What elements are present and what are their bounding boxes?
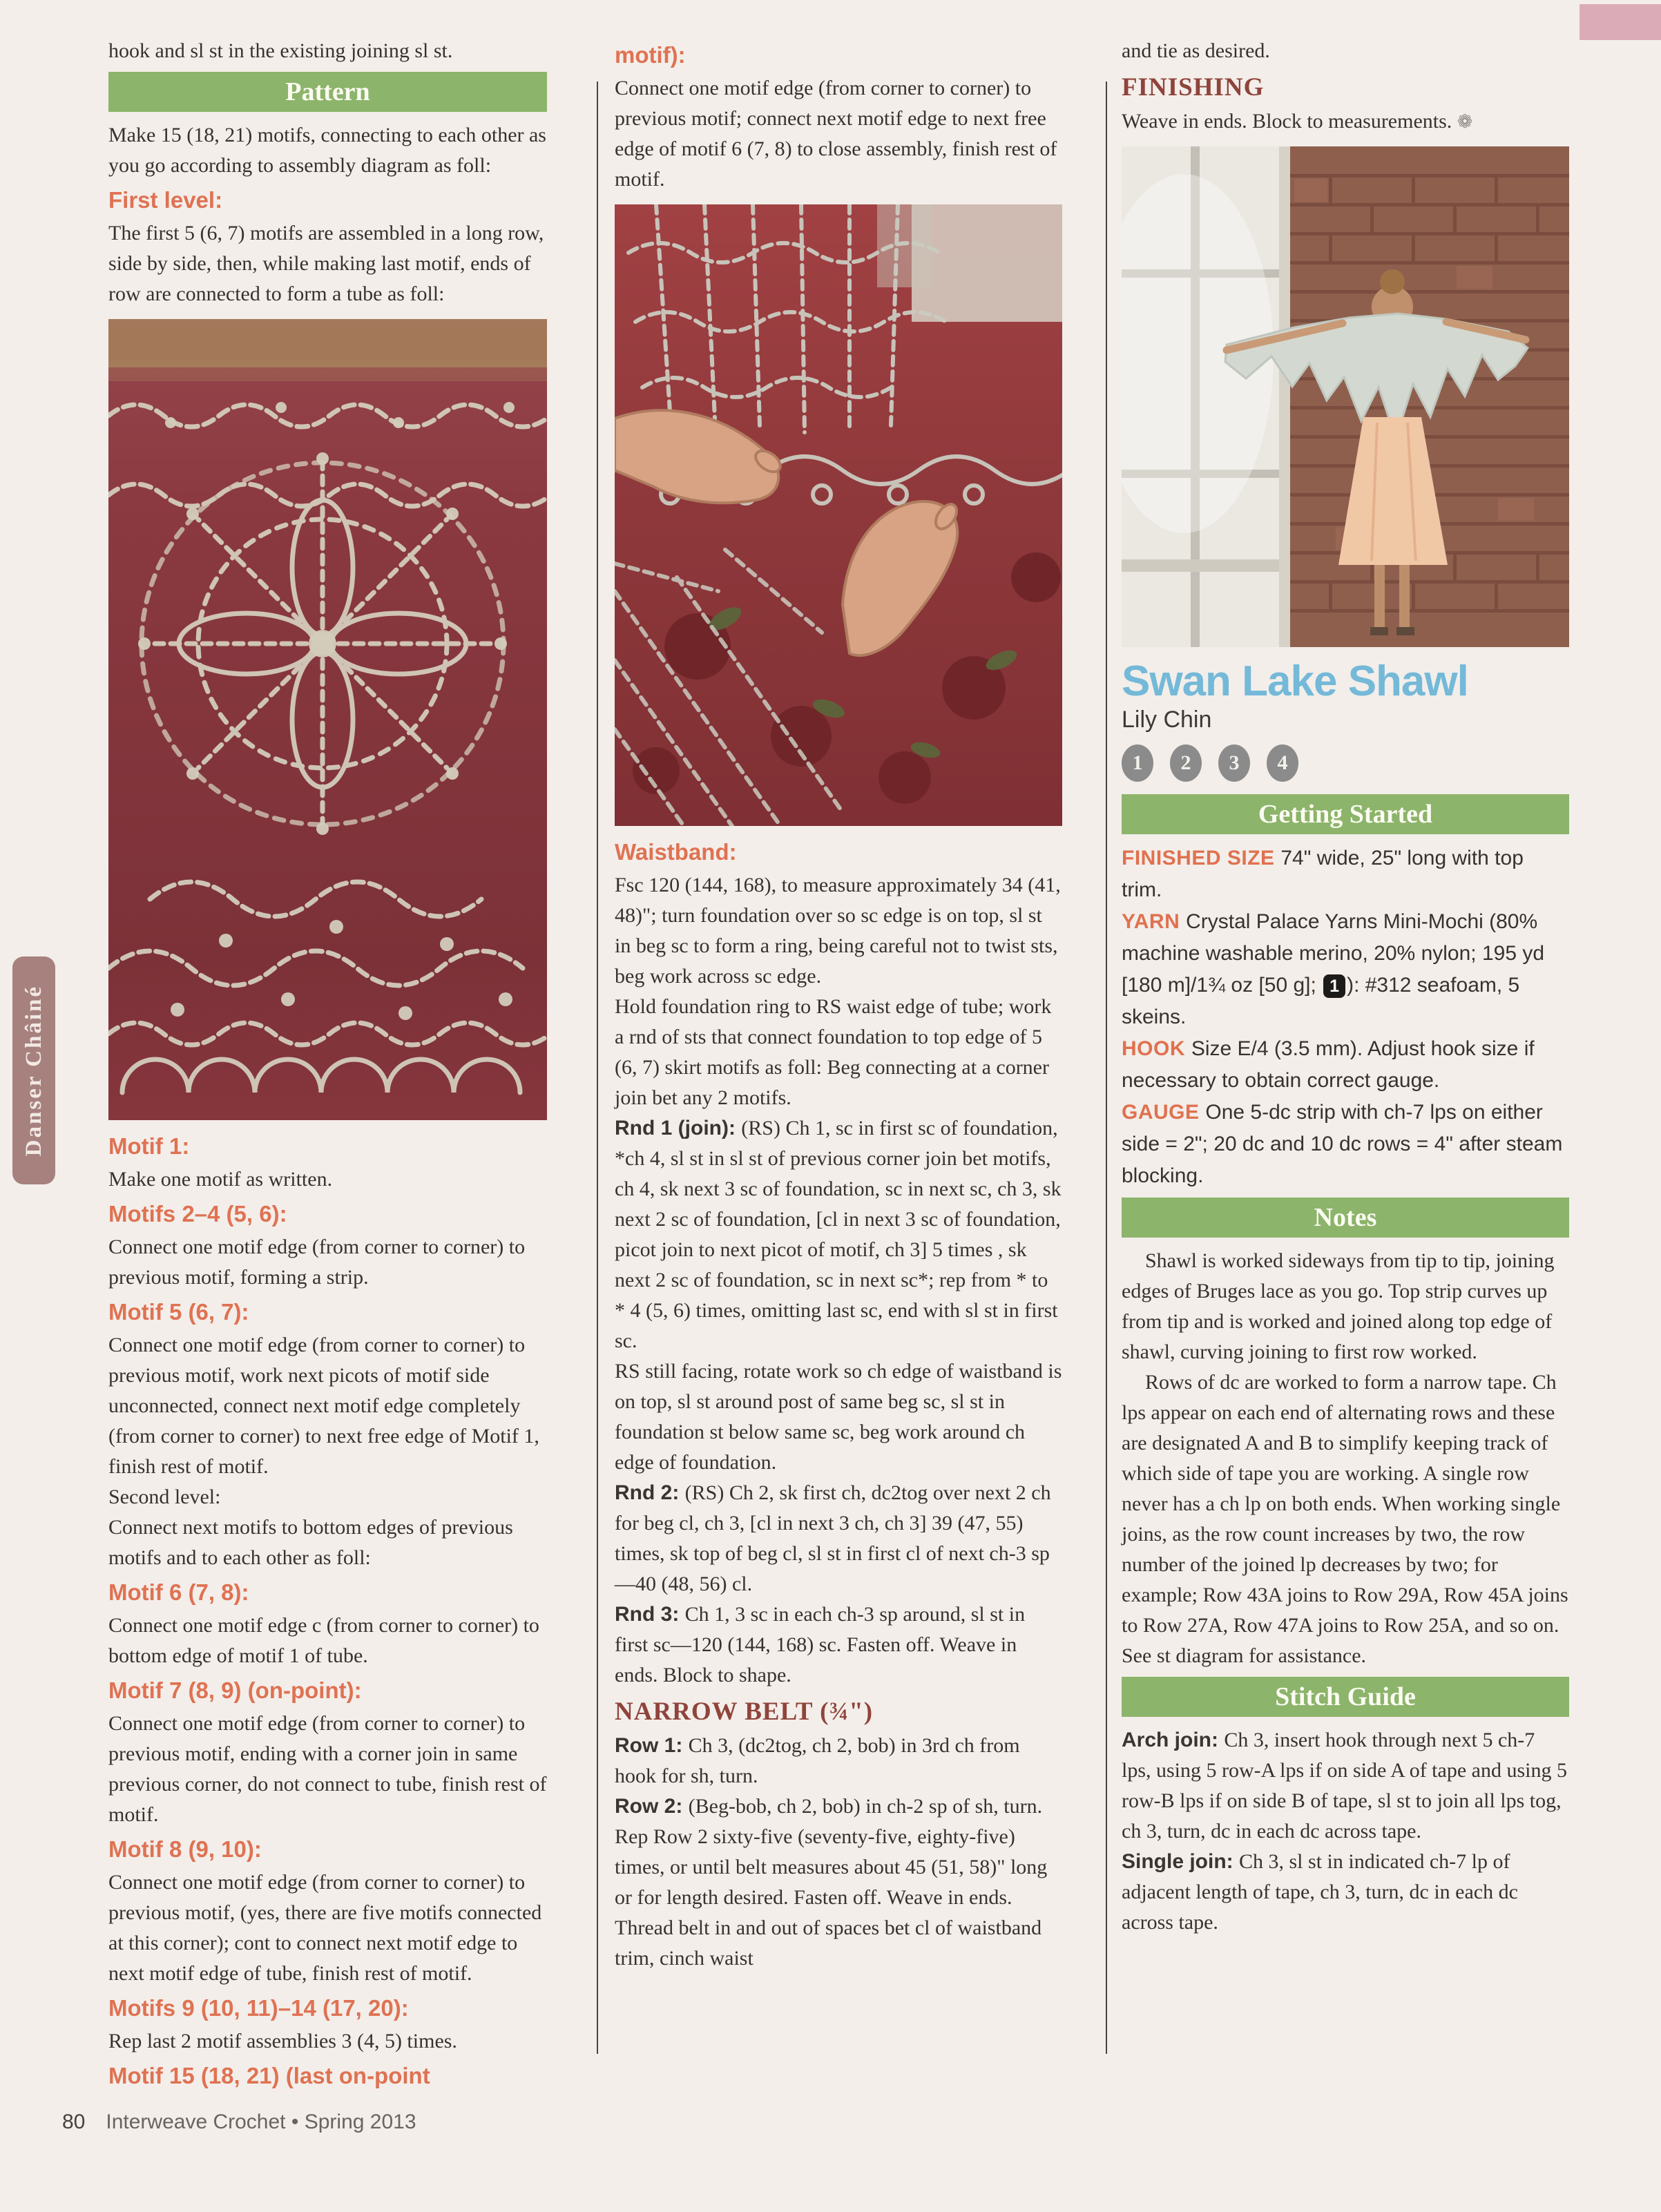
flower-ornament-icon: ❁	[1457, 111, 1473, 132]
paragraph: Make 15 (18, 21) motifs, connecting to each other as you go according to assembly diagram as foll:	[108, 124, 546, 177]
stitch-name: Arch join:	[1122, 1729, 1225, 1751]
section-heading: NARROW BELT (¾")	[615, 1698, 874, 1726]
column-middle	[615, 36, 1062, 1974]
paragraph: and tie as desired.	[1122, 39, 1270, 62]
paragraph: Connect one motif edge c (from corner to corner) to bottom edge of motif 1 of tube.	[108, 1614, 539, 1667]
subsection-heading: Motif 6 (7, 8):	[108, 1579, 249, 1605]
notes-section	[1122, 1246, 1569, 1671]
paragraph-lead: Rnd 2:	[615, 1481, 685, 1504]
lace-detail-photo	[108, 319, 547, 1120]
stitch-guide-header: Stitch Guide	[1122, 1677, 1569, 1717]
subsection-heading: Motifs 9 (10, 11)–14 (17, 20):	[108, 1995, 409, 2021]
subsection-heading: Motif 15 (18, 21) (last on-point	[108, 2063, 430, 2088]
paragraph-lead: Rnd 1 (join):	[615, 1117, 742, 1139]
paragraph: Rep Row 2 sixty-five (seventy-five, eighty-five) times, or until belt measures about 45 (51, 58)" long or for length desired. Fasten off. Weave in ends. Thread belt in and out of spaces bet cl of waistband trim, cinch waist	[615, 1825, 1048, 1970]
column-right	[1122, 36, 1569, 1938]
stitch-guide-entry: Arch join: Ch 3, insert hook through next 5 ch-7 lps, using 5 row-A lps if on side A of tape and using 5 row-B lps if on side B of tape, sl st to join all lps tog, ch 3, turn, dc in each dc across tape.	[1122, 1729, 1567, 1843]
paragraph: Rnd 3: Ch 1, 3 sc in each ch-3 sp around, sl st in first sc—120 (144, 168) sc. Fasten off. Weave in ends. Block to shape.	[615, 1603, 1026, 1686]
paragraph: Rnd 1 (join): (RS) Ch 1, sc in first sc of foundation, *ch 4, sl st in sl st of previous corner join bet motifs, ch 4, sk next 3 sc of foundation, sc in next sc, ch 3, sk next 2 sc of foundation, [cl in next 3 sc of foundation, picot join to next picot of motif, ch 3] 5 times , sk next 2 sc of foundation, sc in next sc*; rep from * to * 4 (5, 6) times, omitting last sc, end with sl st in first sc.	[615, 1117, 1062, 1352]
column-divider	[597, 81, 598, 2054]
subsection-heading: Motif 8 (9, 10):	[108, 1836, 262, 1862]
magazine-name: Interweave Crochet	[106, 2110, 286, 2133]
paragraph-lead: Row 2:	[615, 1795, 689, 1818]
spec-label: GAUGE	[1122, 1101, 1206, 1124]
getting-started-specs	[1122, 843, 1569, 1192]
subsection-heading: motif):	[615, 42, 686, 68]
waistband-section	[615, 836, 1062, 1974]
paragraph: RS still facing, rotate work so ch edge of waistband is on top, sl st around post of same beg sc, sl st in foundation st below same sc, beg work around ch edge of foundation.	[615, 1360, 1062, 1474]
pattern-intro-section	[108, 36, 547, 309]
page-corner-mark	[1580, 4, 1661, 40]
stitch-guide-section	[1122, 1725, 1569, 1938]
paragraph: Connect next motifs to bottom edges of previous motifs and to each other as foll:	[108, 1516, 513, 1569]
paragraph: Connect one motif edge (from corner to corner) to previous motif, work next picots of motif side unconnected, connect next motif edge completely (from corner to corner) to next free edge of Motif 1, finish rest of motif.	[108, 1334, 539, 1478]
subsection-heading: Waistband:	[615, 839, 737, 865]
spec-label: HOOK	[1122, 1037, 1191, 1060]
page-footer	[62, 2110, 416, 2134]
paragraph: Connect one motif edge (from corner to corner) to previous motif; connect next motif edge to next free edge of motif 6 (7, 8) to close assembly, finish rest of motif.	[615, 77, 1057, 191]
paragraph: Row 2: (Beg-bob, ch 2, bob) in ch-2 sp of sh, turn.	[615, 1795, 1043, 1818]
paragraph-lead: Row 1:	[615, 1734, 689, 1757]
getting-started-item: FINISHED SIZE 74" wide, 25" long with top trim.	[1122, 847, 1524, 901]
getting-started-item: YARN Crystal Palace Yarns Mini-Mochi (80% machine washable merino, 20% nylon; 195 yd [180 m]/1¾ oz [50 g]; 1 ): #312 seafoam, 5 skeins.	[1122, 910, 1545, 1028]
paragraph: The first 5 (6, 7) motifs are assembled in a long row, side by side, then, while making last motif, ends of row are connected to form a tube as foll:	[108, 222, 544, 305]
paragraph: Rep last 2 motif assemblies 3 (4, 5) times.	[108, 2030, 457, 2052]
section-tab-label: Danser Châiné	[21, 984, 46, 1157]
column-left	[108, 36, 547, 2094]
skill-level-badge: 3	[1218, 744, 1250, 782]
hands-lace-photo	[615, 204, 1062, 826]
yarn-weight-icon: 1	[1323, 974, 1345, 998]
note-paragraph: Rows of dc are worked to form a narrow tape. Ch lps appear on each end of alternating rows and these are designated A and B to simplify keeping track of which side of tape you are working. A single row never has a ch lp on both ends. When working single joins, as the row count increases by two, the row number of the joined lp decreases by two; for example; Row 43A joins to Row 29A, Row 45A joins to Row 27A, Row 47A joins to Row 25A, and so on. See st diagram for assistance.	[1122, 1371, 1568, 1667]
skill-level-badge: 1	[1122, 744, 1153, 782]
designer-byline: Lily Chin	[1122, 706, 1212, 733]
footer-separator: •	[291, 2110, 299, 2133]
stitch-name: Single join:	[1122, 1850, 1239, 1873]
motif-instructions-section	[108, 1130, 547, 2093]
finishing-heading: FINISHING	[1122, 73, 1265, 102]
column-divider	[1106, 81, 1107, 2054]
paragraph-lead: Rnd 3:	[615, 1603, 685, 1626]
getting-started-item: HOOK Size E/4 (3.5 mm). Adjust hook size if necessary to obtain correct gauge.	[1122, 1037, 1535, 1092]
spec-label: FINISHED SIZE	[1122, 847, 1281, 869]
page-number: 80	[62, 2110, 86, 2133]
pattern-title: Swan Lake Shawl	[1122, 657, 1468, 705]
section-tab	[12, 956, 55, 1184]
issue-name: Spring 2013	[304, 2110, 416, 2133]
getting-started-item: GAUGE One 5-dc strip with ch-7 lps on either side = 2"; 20 dc and 10 dc rows = 4" after steam blocking.	[1122, 1101, 1563, 1187]
finishing-text: Weave in ends. Block to measurements.	[1122, 110, 1452, 133]
subsection-heading: Motifs 2–4 (5, 6):	[108, 1201, 287, 1227]
skill-level-badge: 2	[1170, 744, 1202, 782]
notes-header: Notes	[1122, 1198, 1569, 1238]
spec-label: YARN	[1122, 910, 1187, 933]
paragraph: Hold foundation ring to RS waist edge of tube; work a rnd of sts that connect foundation to top edge of 5 (6, 7) skirt motifs as foll: Beg connecting at a corner join bet any 2 motifs.	[615, 995, 1052, 1109]
paragraph: hook and sl st in the existing joining sl st.	[108, 39, 453, 62]
paragraph: Second level:	[108, 1485, 221, 1508]
paragraph: Connect one motif edge (from corner to corner) to previous motif, ending with a corner join in same previous corner, do not connect to tube, finish rest of motif.	[108, 1712, 547, 1826]
subsection-heading: Motif 5 (6, 7):	[108, 1299, 249, 1325]
skill-level-indicator	[1122, 744, 1569, 782]
shawl-model-photo	[1122, 146, 1569, 647]
note-paragraph: Shawl is worked sideways from tip to tip, joining edges of Bruges lace as you go. Top strip curves up from tip and is worked and joined along top edge of shawl, curving joining to first row worked.	[1122, 1249, 1555, 1363]
paragraph: Rnd 2: (RS) Ch 2, sk first ch, dc2tog over next 2 ch for beg cl, ch 3, [cl in next 3 ch, ch 3] 39 (47, 55) times, sk top of beg cl, sl st in first cl of next ch-3 sp—40 (48, 56) cl.	[615, 1481, 1051, 1595]
paragraph: Row 1: Ch 3, (dc2tog, ch 2, bob) in 3rd ch from hook for sh, turn.	[615, 1734, 1020, 1787]
subsection-heading: Motif 7 (8, 9) (on-point):	[108, 1677, 362, 1703]
subsection-heading: Motif 1:	[108, 1133, 190, 1159]
getting-started-header: Getting Started	[1122, 794, 1569, 834]
paragraph: Fsc 120 (144, 168), to measure approximately 34 (41, 48)"; turn foundation over so sc edge is on top, sl st in beg sc to form a ring, being careful not to twist sts, beg work across sc edge.	[615, 874, 1061, 988]
paragraph: Connect one motif edge (from corner to corner) to previous motif, (yes, there are five motifs connected at this corner); cont to connect next motif edge to next motif edge of tube, finish rest of motif.	[108, 1871, 542, 1985]
section-header: Pattern	[108, 72, 547, 112]
stitch-guide-entry: Single join: Ch 3, sl st in indicated ch-7 lp of adjacent length of tape, ch 3, turn, dc in each dc across tape.	[1122, 1850, 1518, 1934]
skill-level-badge: 4	[1267, 744, 1298, 782]
motif-continued-section	[615, 39, 1062, 195]
paragraph: Connect one motif edge (from corner to corner) to previous motif, forming a strip.	[108, 1235, 526, 1289]
subsection-heading: First level:	[108, 187, 223, 213]
paragraph: Make one motif as written.	[108, 1168, 333, 1191]
finishing-paragraph	[1122, 106, 1569, 137]
